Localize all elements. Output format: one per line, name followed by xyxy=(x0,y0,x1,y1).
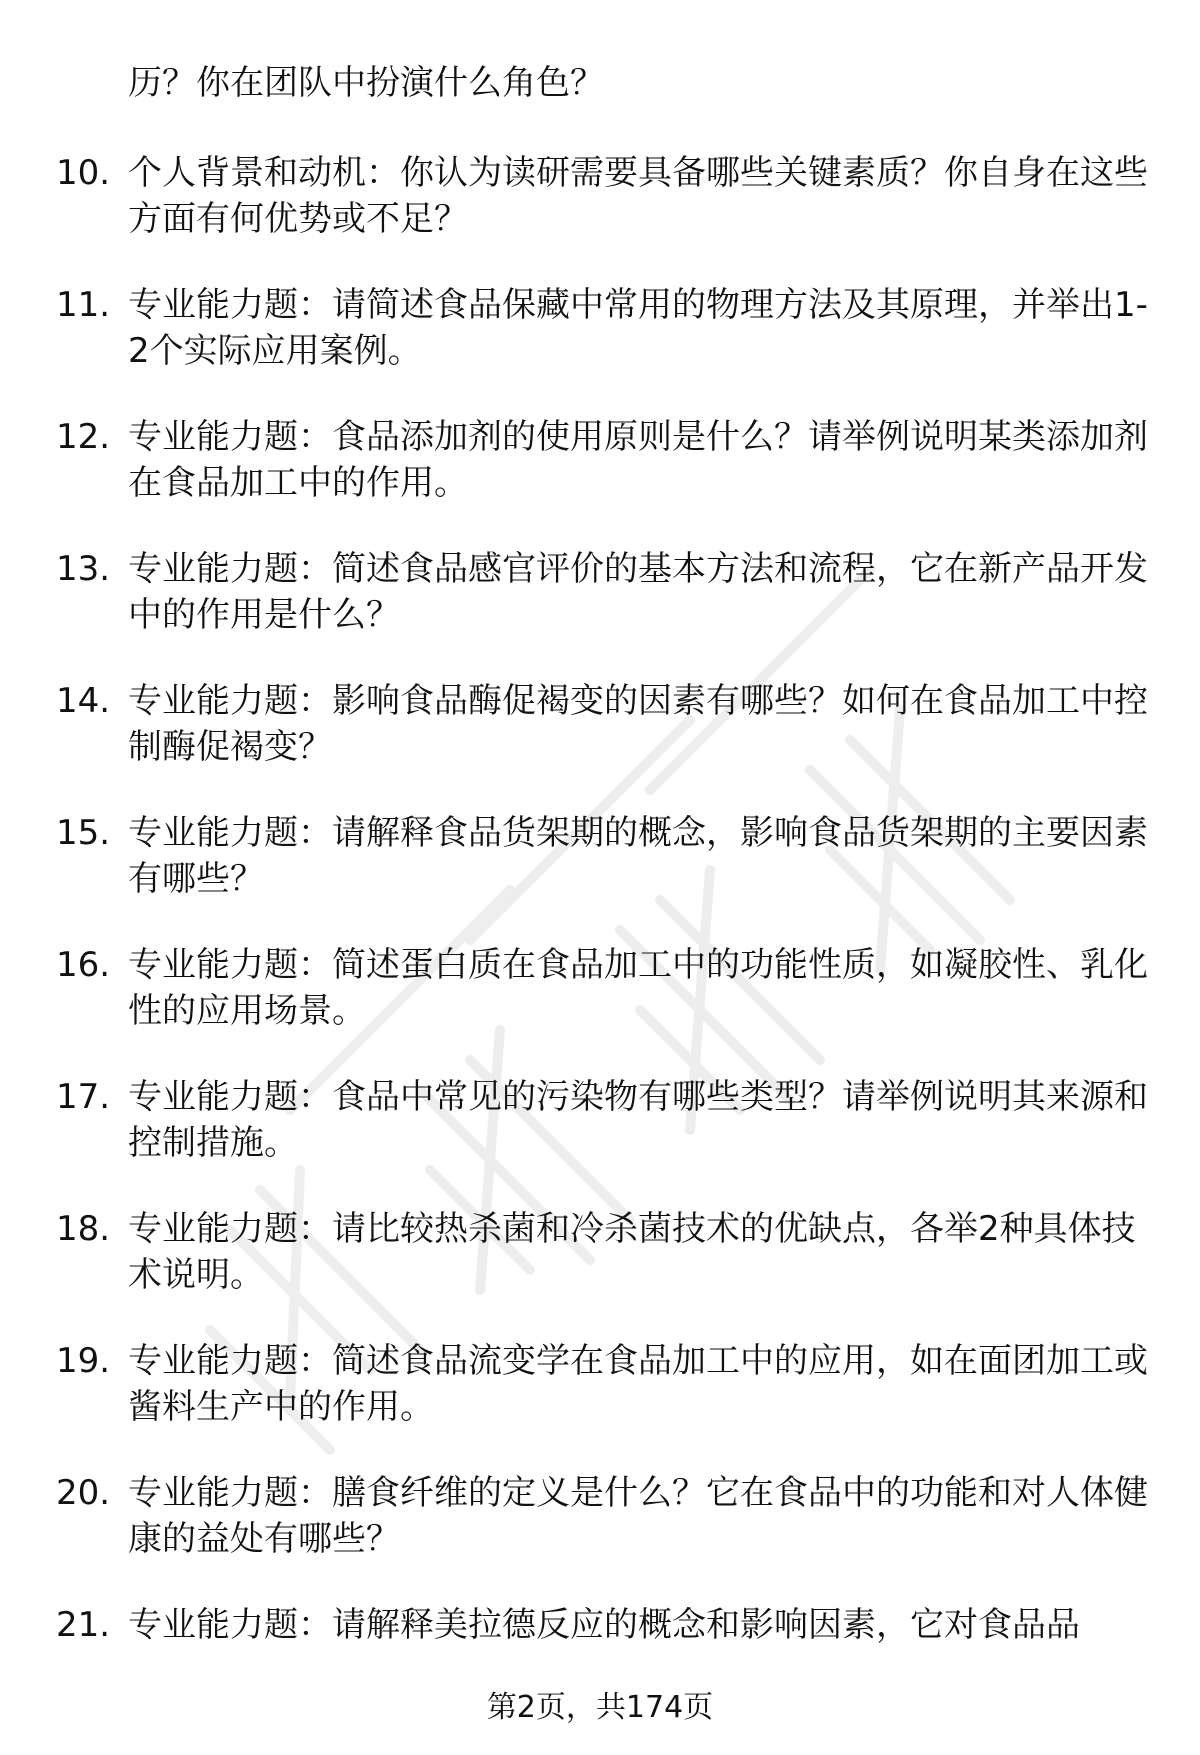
list-item xyxy=(0,1338,1200,1470)
list-item xyxy=(0,1470,1200,1602)
question-number: 21. xyxy=(56,1605,111,1645)
question-text: 专业能力题：影响食品酶促褐变的因素有哪些？如何在食品加工中控制酶促褐变？ xyxy=(128,681,1148,767)
question-text: 专业能力题：食品中常见的污染物有哪些类型？请举例说明其来源和控制措施。 xyxy=(128,1077,1148,1163)
continued-question-text: 历？你在团队中扮演什么角色？ xyxy=(128,63,604,103)
list-item xyxy=(0,678,1200,810)
question-text: 专业能力题：请解释食品货架期的概念，影响食品货架期的主要因素有哪些？ xyxy=(128,813,1148,899)
question-number: 12. xyxy=(56,417,111,457)
question-number: 10. xyxy=(56,153,111,193)
question-text: 个人背景和动机：你认为读研需要具备哪些关键素质？你自身在这些方面有何优势或不足？ xyxy=(128,153,1148,239)
question-number: 17. xyxy=(56,1077,111,1117)
list-item xyxy=(0,810,1200,942)
question-text: 专业能力题：请简述食品保藏中常用的物理方法及其原理，并举出1-2个实际应用案例。 xyxy=(128,285,1148,371)
list-item xyxy=(0,1206,1200,1338)
question-text: 专业能力题：简述蛋白质在食品加工中的功能性质，如凝胶性、乳化性的应用场景。 xyxy=(128,945,1148,1031)
page-footer: 第2页，共174页 xyxy=(486,1690,714,1725)
question-number: 20. xyxy=(56,1473,111,1513)
question-number: 11. xyxy=(56,285,111,325)
question-number: 18. xyxy=(56,1209,111,1249)
question-number: 13. xyxy=(56,549,111,589)
list-item xyxy=(0,1074,1200,1206)
list-item xyxy=(0,282,1200,414)
question-text: 专业能力题：食品添加剂的使用原则是什么？请举例说明某类添加剂在食品加工中的作用。 xyxy=(128,417,1148,503)
question-number: 15. xyxy=(56,813,111,853)
question-number: 16. xyxy=(56,945,111,985)
list-item xyxy=(0,150,1200,282)
question-list xyxy=(0,150,1200,1734)
question-text: 专业能力题：请比较热杀菌和冷杀菌技术的优缺点，各举2种具体技术说明。 xyxy=(128,1209,1136,1295)
list-item xyxy=(0,414,1200,546)
question-text: 专业能力题：膳食纤维的定义是什么？它在食品中的功能和对人体健康的益处有哪些？ xyxy=(128,1473,1148,1559)
question-text: 专业能力题：请解释美拉德反应的概念和影响因素，它对食品品 xyxy=(128,1605,1080,1645)
list-item xyxy=(0,546,1200,678)
question-number: 19. xyxy=(56,1341,111,1381)
question-number: 14. xyxy=(56,681,111,721)
question-text: 专业能力题：简述食品流变学在食品加工中的应用，如在面团加工或酱料生产中的作用。 xyxy=(128,1341,1148,1427)
list-item xyxy=(0,942,1200,1074)
question-text: 专业能力题：简述食品感官评价的基本方法和流程，它在新产品开发中的作用是什么？ xyxy=(128,549,1148,635)
